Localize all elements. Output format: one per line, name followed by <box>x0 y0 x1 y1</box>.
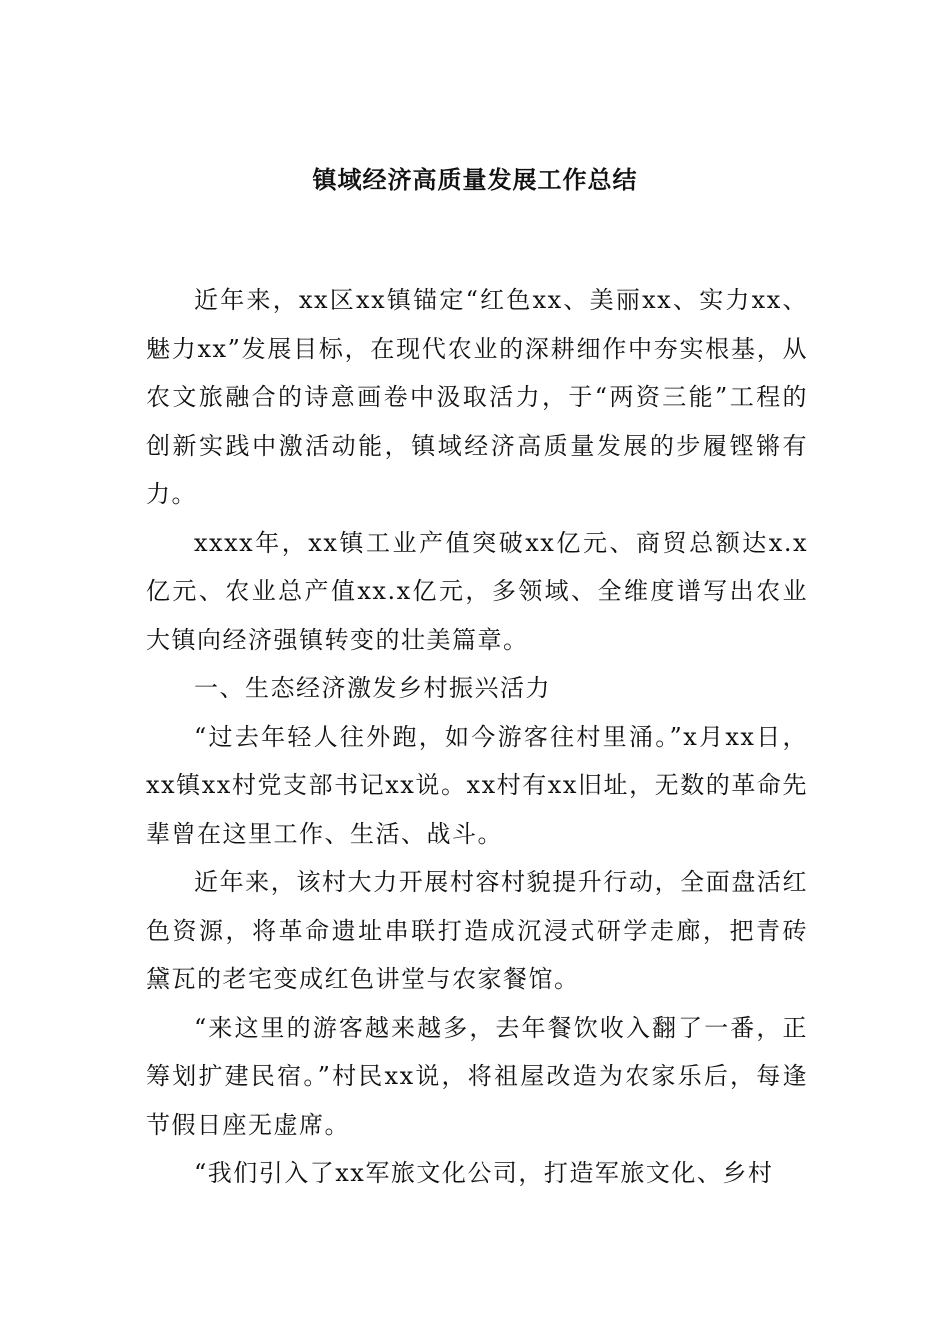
paragraph-military-culture: “我们引入了xx军旅文化公司，打造军旅文化、乡村 <box>194 1159 774 1187</box>
section-heading-1: 一、生态经济激发乡村振兴活力 <box>194 674 551 702</box>
paragraph-village-upgrade: 近年来，该村大力开展村容村貌提升行动，全面盘活红色资源，将革命遗址串联打造成沉浸式研学走廊，把青砖黛瓦的老宅变成红色讲堂与农家餐馆。 <box>146 868 808 993</box>
document-body <box>146 276 808 1198</box>
paragraph-intro: 近年来，xx区xx镇锚定“红色xx、美丽xx、实力xx、魅力xx”发展目标，在现代农业的深耕细作中夯实根基，从农文旅融合的诗意画卷中汲取活力，于“两资三能”工程的创新实践中激活动能，镇域经济高质量发展的步履铿锵有力。 <box>146 286 808 508</box>
paragraph-quote-secretary: “过去年轻人往外跑，如今游客往村里涌。”x月xx日，xx镇xx村党支部书记xx说。xx村有xx旧址，无数的革命先辈曾在这里工作、生活、战斗。 <box>146 722 808 848</box>
paragraph-quote-villager: “来这里的游客越来越多，去年餐饮收入翻了一番，正筹划扩建民宿。”村民xx说，将祖屋改造为农家乐后，每逢节假日座无虚席。 <box>146 1013 808 1139</box>
document-title: 镇域经济高质量发展工作总结 <box>312 165 638 194</box>
paragraph-statistics: xxxx年，xx镇工业产值突破xx亿元、商贸总额达x.x亿元、农业总产值xx.x亿元，多领域、全维度谱写出农业大镇向经济强镇转变的壮美篇章。 <box>146 528 808 654</box>
